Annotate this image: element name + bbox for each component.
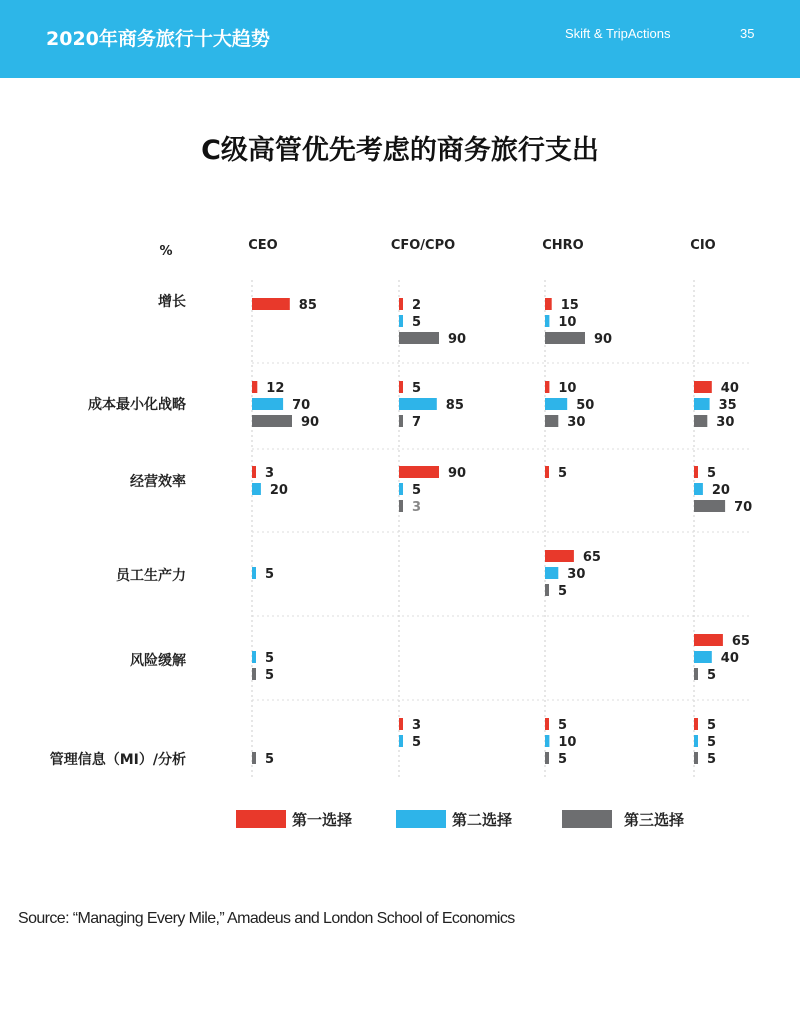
data-label: 5 [558, 584, 568, 599]
data-label: 40 [720, 381, 739, 396]
bar [545, 466, 549, 478]
bar [399, 483, 403, 495]
data-label: 35 [718, 398, 737, 413]
bar [252, 483, 261, 495]
bar [252, 466, 256, 478]
category-label: 增长 [158, 294, 186, 310]
data-label: 5 [412, 381, 422, 396]
data-label: 90 [448, 332, 467, 347]
category-label: 经营效率 [130, 474, 186, 490]
data-label: 65 [731, 634, 750, 649]
data-label: 5 [412, 735, 422, 750]
bar [399, 298, 403, 310]
bar [694, 483, 703, 495]
data-label: 3 [265, 466, 275, 481]
bar [252, 567, 256, 579]
bar [545, 735, 549, 747]
bar [545, 298, 552, 310]
data-label: 5 [558, 752, 568, 767]
data-label: 7 [412, 415, 422, 430]
group-header: CIO [690, 238, 716, 253]
bar [545, 550, 574, 562]
bar [252, 298, 290, 310]
data-label: 3 [412, 500, 422, 515]
data-label: 5 [412, 315, 422, 330]
bar [399, 500, 403, 512]
data-label: 5 [707, 668, 717, 683]
bar [694, 381, 712, 393]
bar [694, 752, 698, 764]
data-label: 5 [265, 668, 275, 683]
bar [399, 735, 403, 747]
data-label: 2 [412, 298, 422, 313]
data-label: 5 [265, 651, 275, 666]
group-header: CHRO [542, 238, 584, 253]
header-title: 2020年商务旅行十大趋势 [46, 28, 270, 50]
bar [694, 415, 707, 427]
bar [694, 634, 723, 646]
data-label: 5 [265, 567, 275, 582]
data-label: 20 [711, 483, 730, 498]
bar [545, 752, 549, 764]
source-note: Source: “Managing Every Mile,” Amadeus and London School of Economics [18, 910, 515, 927]
data-label: 5 [707, 466, 717, 481]
data-label: 30 [567, 567, 586, 582]
legend-swatch [396, 810, 446, 828]
data-label: 5 [558, 466, 568, 481]
data-label: 10 [558, 381, 577, 396]
page-number: 35 [740, 26, 755, 41]
bar [694, 651, 712, 663]
bar [252, 668, 256, 680]
category-label: 风险缓解 [130, 653, 186, 669]
bar [399, 718, 403, 730]
data-label: 70 [734, 500, 753, 515]
data-label: 10 [558, 735, 577, 750]
data-label: 5 [707, 735, 717, 750]
bar [399, 415, 403, 427]
legend-swatch [562, 810, 612, 828]
legend-label: 第二选择 [452, 811, 513, 829]
data-label: 5 [707, 718, 717, 733]
bar [252, 381, 257, 393]
data-label: 50 [576, 398, 595, 413]
data-label: 5 [412, 483, 422, 498]
bar [399, 381, 403, 393]
bar [252, 752, 256, 764]
data-label: 90 [301, 415, 320, 430]
bar [694, 466, 698, 478]
bar [399, 332, 439, 344]
data-label: 5 [265, 752, 275, 767]
data-label: 85 [445, 398, 464, 413]
bar [252, 651, 256, 663]
bar [694, 668, 698, 680]
data-label: 5 [558, 718, 568, 733]
bar [545, 584, 549, 596]
bar [545, 381, 549, 393]
category-label: 管理信息（MI）/分析 [49, 752, 186, 768]
bar [252, 398, 283, 410]
bar [545, 567, 558, 579]
data-label: 40 [720, 651, 739, 666]
bar [694, 500, 725, 512]
chart-title: C级高管优先考虑的商务旅行支出 [201, 135, 599, 166]
data-label: 5 [707, 752, 717, 767]
bar [399, 315, 403, 327]
group-header: CEO [248, 238, 278, 253]
data-label: 12 [266, 381, 285, 396]
bar [545, 315, 549, 327]
bar [545, 415, 558, 427]
data-label: 90 [448, 466, 467, 481]
group-header: CFO/CPO [390, 238, 456, 253]
bar [252, 415, 292, 427]
data-label: 3 [412, 718, 422, 733]
bar [694, 718, 698, 730]
legend-label: 第三选择 [624, 811, 685, 829]
data-label: 90 [594, 332, 613, 347]
header-brand: Skift & TripActions [565, 26, 671, 41]
data-label: 85 [298, 298, 317, 313]
bar [545, 398, 567, 410]
category-label: 成本最小化战略 [88, 397, 186, 413]
data-label: 15 [560, 298, 579, 313]
data-label: 30 [716, 415, 735, 430]
bar [694, 398, 710, 410]
bar [399, 466, 439, 478]
bar [399, 398, 437, 410]
data-label: 10 [558, 315, 577, 330]
unit-label: % [159, 244, 173, 259]
category-label: 员工生产力 [116, 568, 186, 584]
legend-swatch [236, 810, 286, 828]
data-label: 20 [269, 483, 288, 498]
data-label: 30 [567, 415, 586, 430]
data-label: 70 [292, 398, 311, 413]
data-label: 65 [582, 550, 601, 565]
bar [545, 718, 549, 730]
bar [545, 332, 585, 344]
legend-label: 第一选择 [292, 811, 353, 829]
bar [694, 735, 698, 747]
